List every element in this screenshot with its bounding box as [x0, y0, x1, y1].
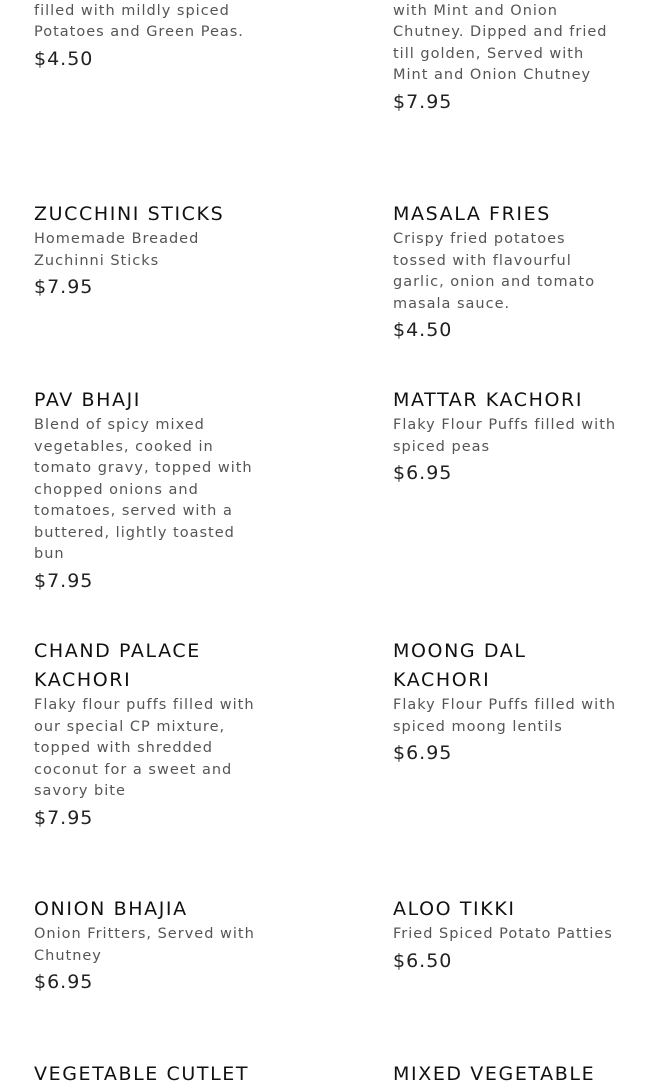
menu-item-pav-bhaji	[34, 386, 259, 594]
menu-item-zucchini-sticks	[34, 200, 259, 300]
menu-item-price: $6.50	[393, 949, 453, 972]
menu-item-mattar-kachori	[393, 386, 618, 486]
menu-item-price: $6.95	[34, 971, 94, 993]
menu-item-onion-bhajia	[34, 895, 259, 995]
menu-item-name: MATTAR KACHORI	[393, 389, 584, 411]
menu-item-samosa	[34, 0, 259, 72]
menu-item-name: VEGETABLE CUTLET	[34, 1063, 250, 1085]
menu-item-description: Crispy fried potatoes tossed with flavourful garlic, onion and tomato masala sauce.	[393, 231, 596, 312]
menu-item-name: ZUCCHINI STICKS	[34, 203, 225, 225]
menu-item-name: ONION BHAJIA	[34, 898, 188, 920]
menu-item-description: Fried Spiced Potato Patties	[393, 926, 613, 942]
menu-item-description: Flaky Flour Puffs filled with spiced peas	[393, 417, 617, 455]
menu-item-price: $7.95	[34, 569, 94, 592]
menu-item-moong-dal-kachori	[393, 637, 618, 766]
menu-item-vegetable-cutlet	[34, 1060, 259, 1089]
menu-item-price: $7.95	[34, 276, 94, 298]
menu-item-pakora	[393, 0, 618, 115]
menu-item-aloo-tikki	[393, 895, 618, 974]
menu-item-price: $7.95	[393, 90, 453, 113]
menu-item-name: MIXED VEGETABLE	[393, 1063, 596, 1085]
menu-item-description: Onion Fritters, Served with Chutney	[34, 926, 255, 964]
menu-item-mixed-vegetable	[393, 1060, 618, 1089]
menu-item-price: $7.95	[34, 806, 94, 829]
menu-item-description: filled with mildly spiced Potatoes and Green Peas.	[34, 2, 244, 40]
menu-item-masala-fries	[393, 200, 618, 343]
menu-item-name: ALOO TIKKI	[393, 898, 516, 920]
menu-item-price: $4.50	[393, 319, 453, 341]
menu-item-description: Flaky Flour Puffs filled with spiced moong lentils	[393, 697, 617, 735]
menu-item-price: $6.95	[393, 462, 453, 484]
menu-item-name: CHAND PALACE KACHORI	[34, 640, 201, 691]
menu-item-description: Homemade Breaded Zuchinni Sticks	[34, 231, 200, 269]
menu-item-price: $6.95	[393, 742, 453, 764]
menu-item-description: Flaky flour puffs filled with our special CP mixture, topped with shredded coconut for a sweet and savory bite	[34, 697, 255, 799]
menu-item-name: MOONG DAL KACHORI	[393, 640, 527, 691]
menu-item-chand-palace-kachori	[34, 637, 259, 831]
menu-item-description: Blend of spicy mixed vegetables, cooked in tomato gravy, topped with chopped onions and tomatoes, served with a buttered, lightly toasted bun	[34, 417, 253, 562]
menu-item-description: with Mint and Onion Chutney. Dipped and fried till golden, Served with Mint and Onion Chutney	[393, 2, 608, 83]
menu-item-price: $4.50	[34, 47, 94, 70]
menu-item-name: MASALA FRIES	[393, 203, 551, 225]
menu-item-name: PAV BHAJI	[34, 389, 141, 411]
